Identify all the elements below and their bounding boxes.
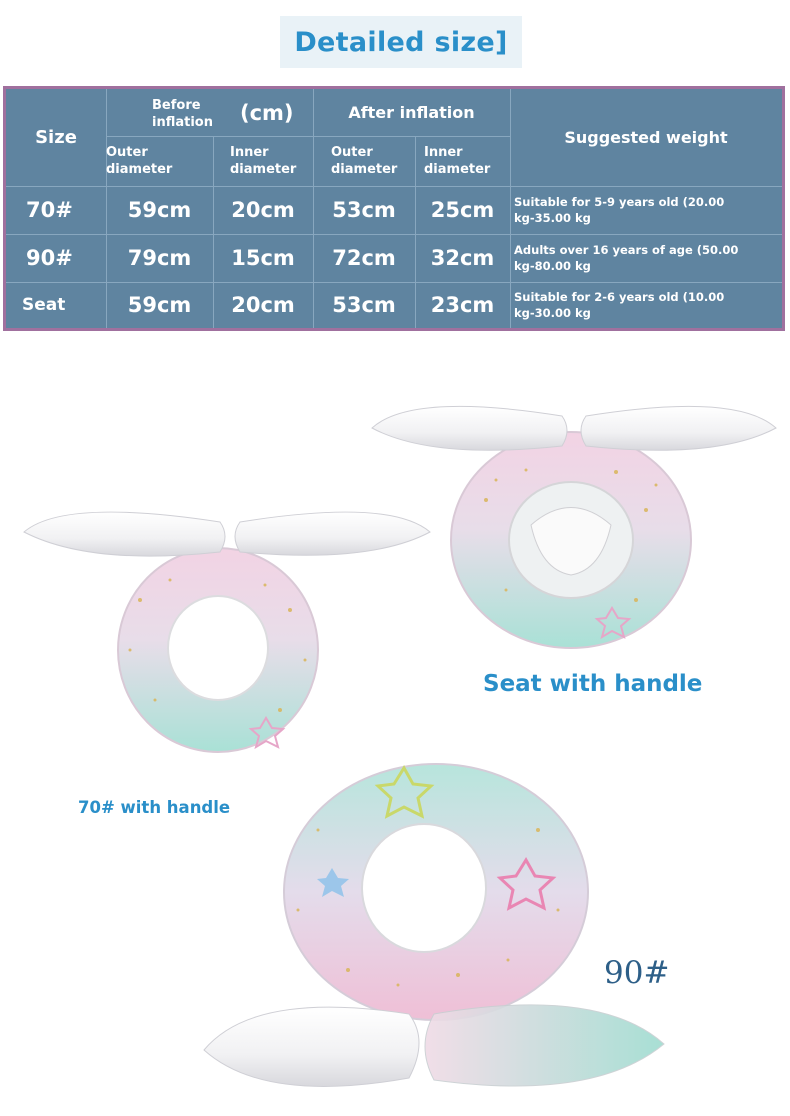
row-outer-after: 53cm <box>332 293 396 317</box>
caption-70: 70# with handle <box>78 798 231 817</box>
wing-left <box>204 1007 419 1086</box>
header-outer-after <box>331 136 397 186</box>
row-inner-after: 23cm <box>430 293 495 317</box>
row-outer-before: 59cm <box>127 198 192 222</box>
wing-left <box>24 512 225 556</box>
row-outer-before: 79cm <box>127 246 192 270</box>
row-inner-after: 32cm <box>430 246 495 270</box>
row-weight-line1: Adults over 16 years of age (50.00 <box>514 243 739 257</box>
ring-70-image <box>20 500 434 762</box>
row-size: 70# <box>26 198 73 222</box>
header-outer-after-line2: diameter <box>331 162 398 177</box>
header-before-line1: Before <box>152 98 201 113</box>
header-suggested-weight: Suggested weight <box>564 128 728 147</box>
header-inner-before-line1: Inner <box>230 145 269 160</box>
header-unit: (cm) <box>240 101 294 125</box>
row-outer-after: 72cm <box>332 246 396 270</box>
wing-right <box>581 406 776 450</box>
header-inner-before <box>230 136 296 186</box>
page-title: Detailed size] <box>294 26 508 58</box>
row-inner-before: 15cm <box>231 246 295 270</box>
wing-right <box>425 1005 664 1086</box>
row-weight-line2: kg-30.00 kg <box>514 306 591 320</box>
row-size: Seat <box>22 295 66 315</box>
row-inner-before: 20cm <box>231 293 295 317</box>
row-weight <box>514 282 724 328</box>
row-inner-before: 20cm <box>231 198 295 222</box>
header-size: Size <box>35 127 77 148</box>
row-weight-line2: kg-35.00 kg <box>514 211 591 225</box>
ring-hole <box>168 596 268 700</box>
row-outer-before: 59cm <box>127 293 192 317</box>
header-before-inflation <box>152 97 213 131</box>
row-inner-after: 25cm <box>430 198 495 222</box>
header-after-inflation: After inflation <box>348 103 475 122</box>
row-size: 90# <box>26 246 73 270</box>
size-table <box>3 86 785 331</box>
ring-hole <box>362 824 486 952</box>
header-outer-after-line1: Outer <box>331 145 373 160</box>
row-outer-after: 53cm <box>332 198 396 222</box>
caption-seat: Seat with handle <box>483 671 703 697</box>
header-outer-before: Outer diameter <box>106 145 173 177</box>
ring-90-image <box>198 760 674 1108</box>
row-weight <box>514 234 738 282</box>
wing-right <box>235 512 430 555</box>
header-before-line2: inflation <box>152 115 213 130</box>
wing-left <box>372 406 567 450</box>
page-title-box <box>280 16 522 68</box>
header-inner-before-line2: diameter <box>230 162 297 177</box>
row-weight <box>514 186 724 234</box>
header-inner-after: Inner diameter <box>424 145 491 177</box>
row-weight-line1: Suitable for 2-6 years old (10.00 <box>514 290 725 304</box>
row-weight-line1: Suitable for 5-9 years old (20.00 <box>514 195 725 209</box>
caption-90: 90# <box>604 955 670 991</box>
row-weight-line2: kg-80.00 kg <box>514 259 591 273</box>
